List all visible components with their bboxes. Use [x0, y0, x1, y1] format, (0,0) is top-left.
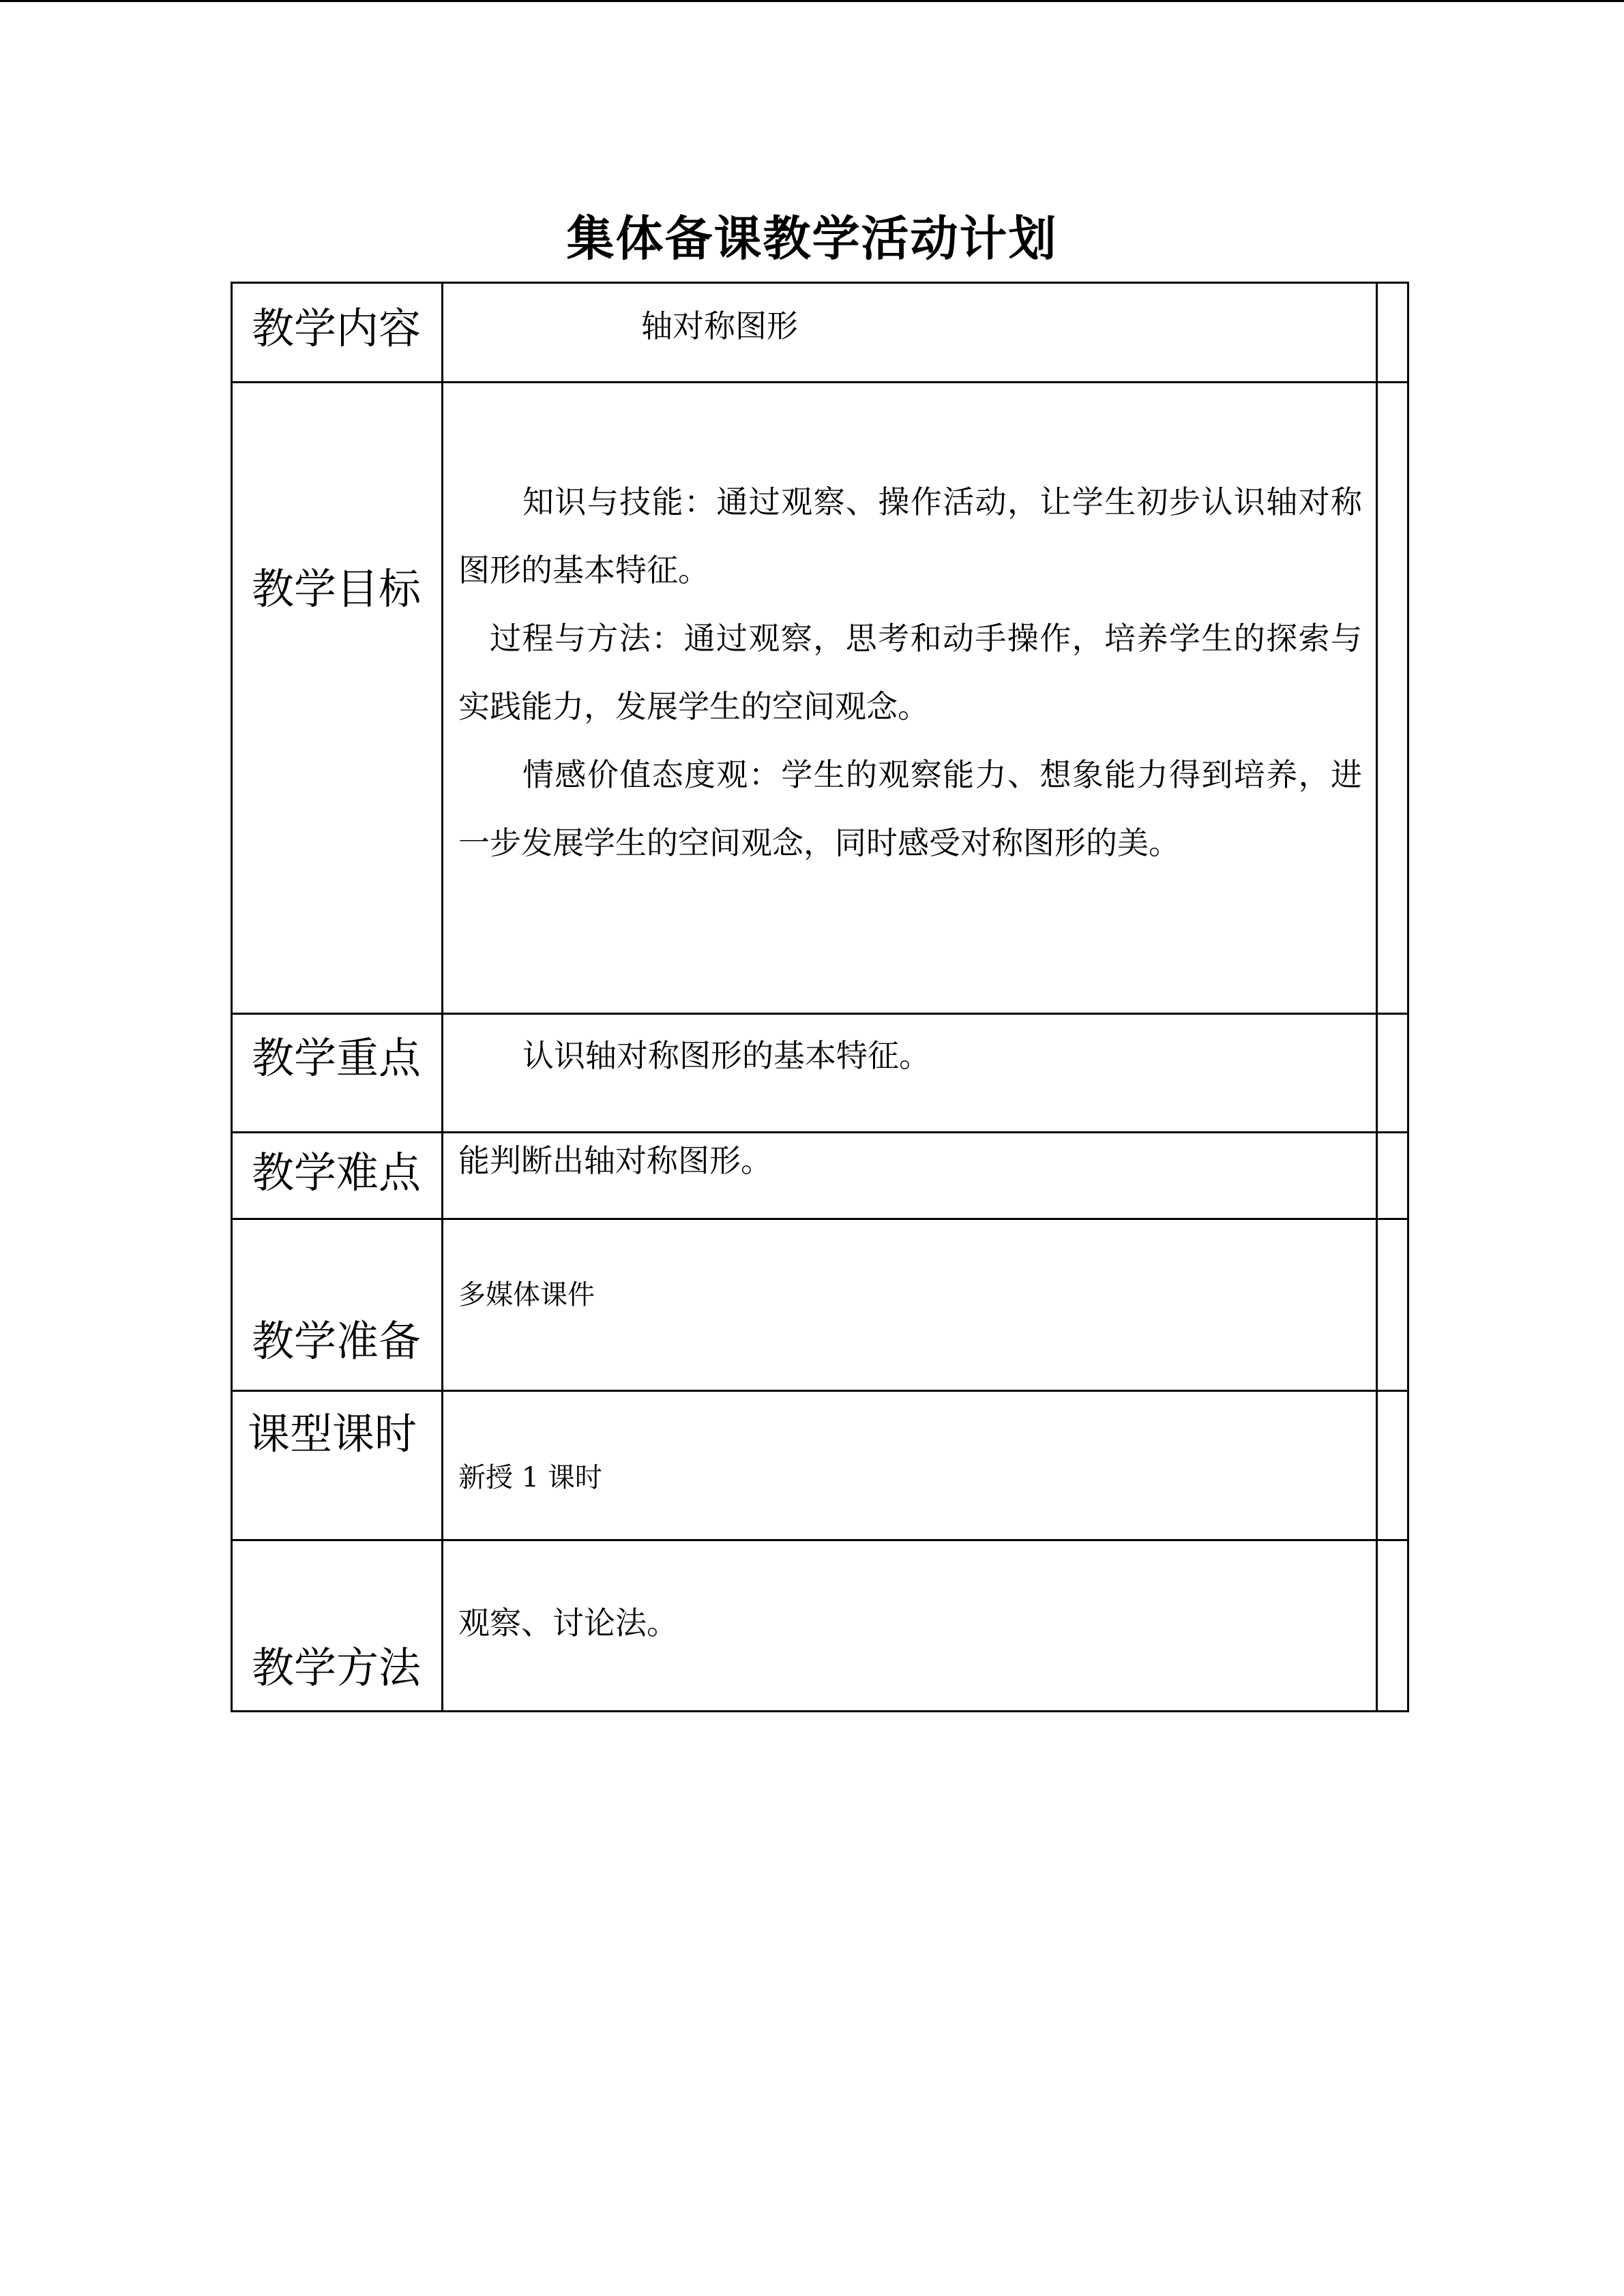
row-body-cell [443, 1014, 1377, 1133]
blank-cell [1377, 283, 1408, 383]
blank-cell [1377, 1219, 1408, 1391]
row-label-cell [232, 1133, 443, 1219]
row-label-cell [232, 1014, 443, 1133]
lesson-plan-table [231, 282, 1409, 1712]
table-row-lesson-type [232, 1391, 1408, 1540]
row-label-cell [232, 1219, 443, 1391]
row-label: 教学难点 [252, 1148, 422, 1197]
table-row-objectives [232, 383, 1408, 1014]
row-label: 教学重点 [252, 1033, 422, 1083]
blank-cell [1377, 1540, 1408, 1712]
row-label-cell [232, 1391, 443, 1540]
table-row-key-points [232, 1014, 1408, 1133]
table-row-difficulties [232, 1133, 1408, 1219]
row-label: 教学内容 [252, 303, 422, 353]
row-label-cell [232, 283, 443, 383]
blank-cell [1377, 1391, 1408, 1540]
row-content: 新授 1 课时 [458, 1462, 602, 1493]
page-top-border [0, 0, 1624, 2]
row-content: 多媒体课件 [458, 1279, 595, 1311]
row-label-cell [232, 1540, 443, 1712]
row-label: 教学目标 [252, 564, 422, 614]
row-label: 课型课时 [248, 1409, 417, 1459]
objective-paragraph: 情感价值态度观：学生的观察能力、想象能力得到培养，进一步发展学生的空间观念，同时感受对称图形的美。 [458, 756, 1362, 861]
row-content: 轴对称图形 [641, 308, 798, 344]
blank-cell [1377, 1014, 1408, 1133]
row-content: 认识轴对称图形的基本特征。 [522, 1037, 930, 1074]
row-label-cell [232, 383, 443, 1014]
objective-paragraph: 知识与技能：通过观察、操作活动，让学生初步认识轴对称图形的基本特征。 [458, 483, 1362, 588]
row-label: 教学方法 [252, 1643, 422, 1693]
table-row-preparation [232, 1219, 1408, 1391]
row-body-cell [443, 1540, 1377, 1712]
page-title: 集体备课教学活动计划 [566, 211, 1058, 267]
row-body-cell [443, 383, 1377, 1014]
table-row-content [232, 283, 1408, 383]
row-body-cell [443, 1133, 1377, 1219]
table-row-methods [232, 1540, 1408, 1712]
row-content: 观察、讨论法。 [458, 1605, 678, 1641]
row-label: 教学准备 [252, 1316, 422, 1366]
row-body-cell [443, 1219, 1377, 1391]
row-body-cell [443, 283, 1377, 383]
row-content: 能判断出轴对称图形。 [458, 1142, 772, 1179]
objective-paragraph: 过程与方法：通过观察，思考和动手操作，培养学生的探索与实践能力，发展学生的空间观念。 [458, 620, 1362, 725]
row-body-cell [443, 1391, 1377, 1540]
blank-cell [1377, 1133, 1408, 1219]
blank-cell [1377, 383, 1408, 1014]
